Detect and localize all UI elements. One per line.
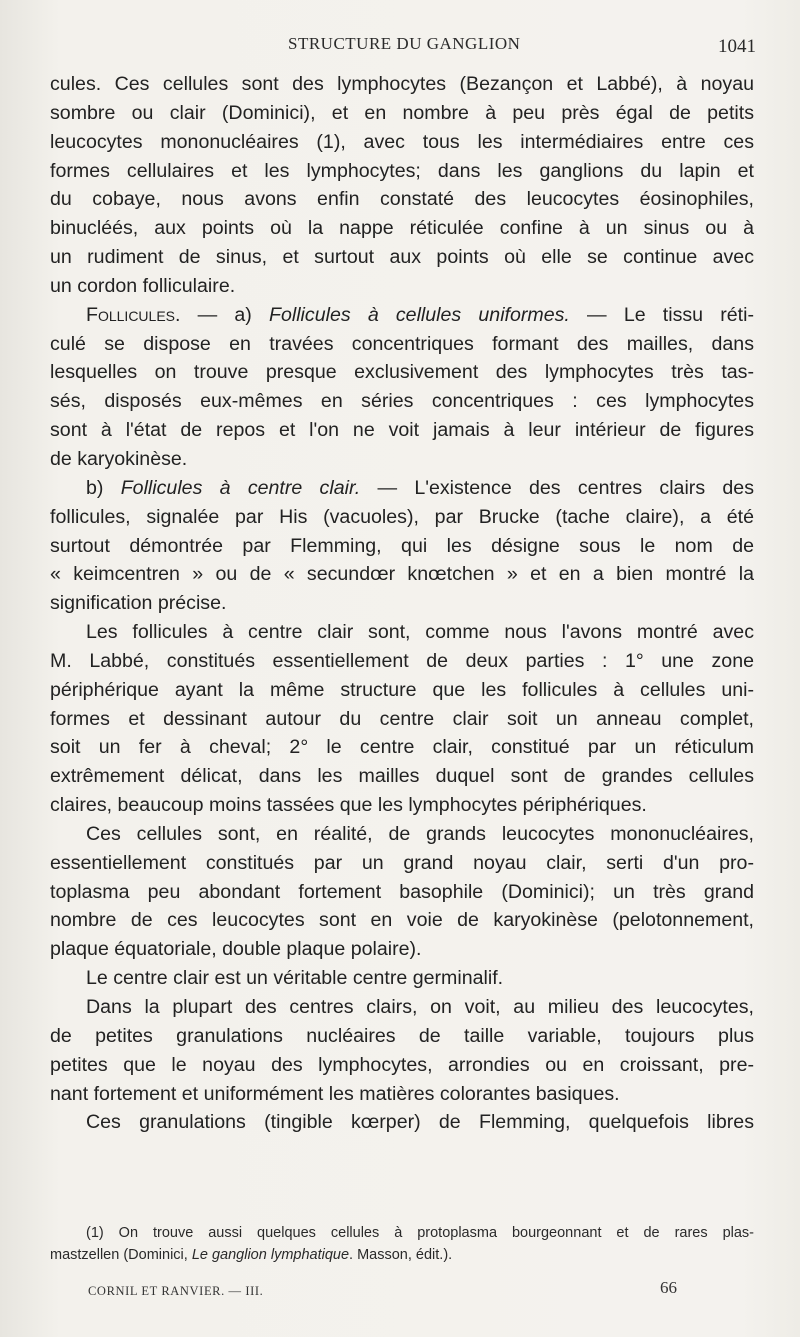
text-line: signification précise. bbox=[50, 592, 227, 615]
body-text bbox=[50, 70, 754, 1137]
text-line: claires, beaucoup moins tassées que les lymphocytes périphériques. bbox=[50, 794, 647, 817]
text-line: cules. Ces cellules sont des lymphocytes (Bezançon et Labbé), à noyau bbox=[50, 73, 754, 95]
footnote bbox=[50, 1222, 754, 1266]
section-label: b) bbox=[86, 476, 121, 499]
text-line: culé se dispose en travées concentriques formant des mailles, dans bbox=[50, 332, 754, 355]
paragraph-7 bbox=[50, 993, 754, 1108]
text-line: de karyokinèse. bbox=[50, 447, 188, 470]
page-footer bbox=[0, 1278, 800, 1308]
heading-connector: — a) bbox=[180, 303, 269, 326]
text-line: périphérique ayant la même structure que les follicules à cellules uni- bbox=[50, 678, 754, 701]
text-line: Les follicules à centre clair sont, comme nous l'avons montré avec bbox=[86, 621, 754, 644]
footnote-text: . Masson, édit.). bbox=[349, 1247, 453, 1263]
text-line: petites que le noyau des lymphocytes, arrondies ou en croissant, pre- bbox=[50, 1053, 754, 1076]
text-line: nant fortement et uniformément les matières colorantes basiques. bbox=[50, 1082, 620, 1105]
text-line: sont à l'état de repos et l'on ne voit jamais à leur intérieur de figures bbox=[50, 419, 754, 442]
text-line: plaque équatoriale, double plaque polaire). bbox=[50, 938, 422, 961]
page-number: 1041 bbox=[718, 36, 756, 57]
text-line: toplasma peu abondant fortement basophile (Dominici); un très grand bbox=[50, 880, 754, 903]
section-label: Follicules. bbox=[86, 303, 181, 326]
section-heading-line bbox=[50, 301, 754, 330]
footnote-line: (1) On trouve aussi quelques cellules à protoplasma bourgeonnant et de rares plas- bbox=[86, 1225, 754, 1241]
text-line: M. Labbé, constitués essentiellement de deux parties : 1° une zone bbox=[50, 649, 754, 672]
heading-tail: — Le tissu réti- bbox=[569, 303, 754, 326]
text-line: Ces cellules sont, en réalité, de grands leucocytes mononucléaires, bbox=[86, 822, 754, 845]
paragraph-1 bbox=[50, 70, 754, 301]
text-line: essentiellement constitués par un grand noyau clair, serti d'un pro- bbox=[50, 851, 754, 874]
paragraph-4 bbox=[50, 618, 754, 820]
paragraph-8 bbox=[50, 1108, 754, 1137]
sheet-number: 66 bbox=[660, 1278, 677, 1297]
subsection-title: Follicules à centre clair. bbox=[120, 476, 361, 499]
running-head bbox=[0, 34, 800, 58]
paragraph-follicules bbox=[50, 301, 754, 474]
text-line: formes cellulaires et les lymphocytes; dans les ganglions du lapin et bbox=[50, 159, 754, 182]
text-line: leucocytes mononucléaires (1), avec tous les intermédiaires entre ces bbox=[50, 130, 754, 153]
running-title: STRUCTURE DU GANGLION bbox=[288, 34, 521, 53]
text-line: un rudiment de sinus, et surtout aux points où elle se continue avec bbox=[50, 246, 754, 269]
text-line: extrêmement délicat, dans les mailles duquel sont de grandes cellules bbox=[50, 765, 754, 788]
text-line: follicules, signalée par His (vacuoles), par Brucke (tache claire), a été bbox=[50, 505, 754, 528]
text-line: sés, disposés eux-mêmes en séries concentriques : ces lymphocytes bbox=[50, 390, 754, 413]
text-line: sombre ou clair (Dominici), et en nombre à peu près égal de petits bbox=[50, 101, 754, 124]
section-heading-line bbox=[50, 474, 754, 503]
footnote-line bbox=[50, 1244, 754, 1266]
paragraph-6 bbox=[50, 964, 754, 993]
printer-signature: CORNIL ET RANVIER. — III. bbox=[88, 1284, 264, 1298]
text-line: soit un fer à cheval; 2° le centre clair, constitué par un réticulum bbox=[50, 736, 754, 759]
text-line: surtout démontrée par Flemming, qui les désigne sous le nom de bbox=[50, 534, 754, 557]
text-line: formes et dessinant autour du centre clair soit un anneau complet, bbox=[50, 707, 754, 730]
paragraph-centre-clair bbox=[50, 474, 754, 618]
text-line: Dans la plupart des centres clairs, on voit, au milieu des leucocytes, bbox=[86, 996, 754, 1018]
footnote-book-title: Le ganglion lymphatique bbox=[191, 1247, 350, 1263]
text-line: nombre de ces leucocytes sont en voie de karyokinèse (pelotonnement, bbox=[50, 909, 754, 932]
text-line: lesquelles on trouve presque exclusivement des lymphocytes très tas- bbox=[50, 361, 754, 384]
text-line: Ces granulations (tingible kœrper) de Flemming, quelquefois libres bbox=[86, 1111, 754, 1134]
paragraph-5 bbox=[50, 820, 754, 964]
subsection-title: Follicules à cellules uniformes. bbox=[268, 303, 570, 326]
text-line: « keimcentren » ou de « secundœr knœtchen » et en a bien montré la bbox=[50, 563, 754, 586]
text-line: de petites granulations nucléaires de taille variable, toujours plus bbox=[50, 1024, 754, 1047]
footnote-text: mastzellen (Dominici, bbox=[50, 1247, 192, 1263]
text-line: un cordon folliculaire. bbox=[50, 274, 236, 297]
text-line: Le centre clair est un véritable centre germinalif. bbox=[86, 967, 504, 990]
heading-tail: — L'existence des centres clairs des bbox=[360, 476, 754, 499]
text-line: du cobaye, nous avons enfin constaté des leucocytes éosinophiles, bbox=[50, 188, 754, 211]
text-line: binucléés, aux points où la nappe réticulée confine à un sinus ou à bbox=[50, 217, 754, 240]
